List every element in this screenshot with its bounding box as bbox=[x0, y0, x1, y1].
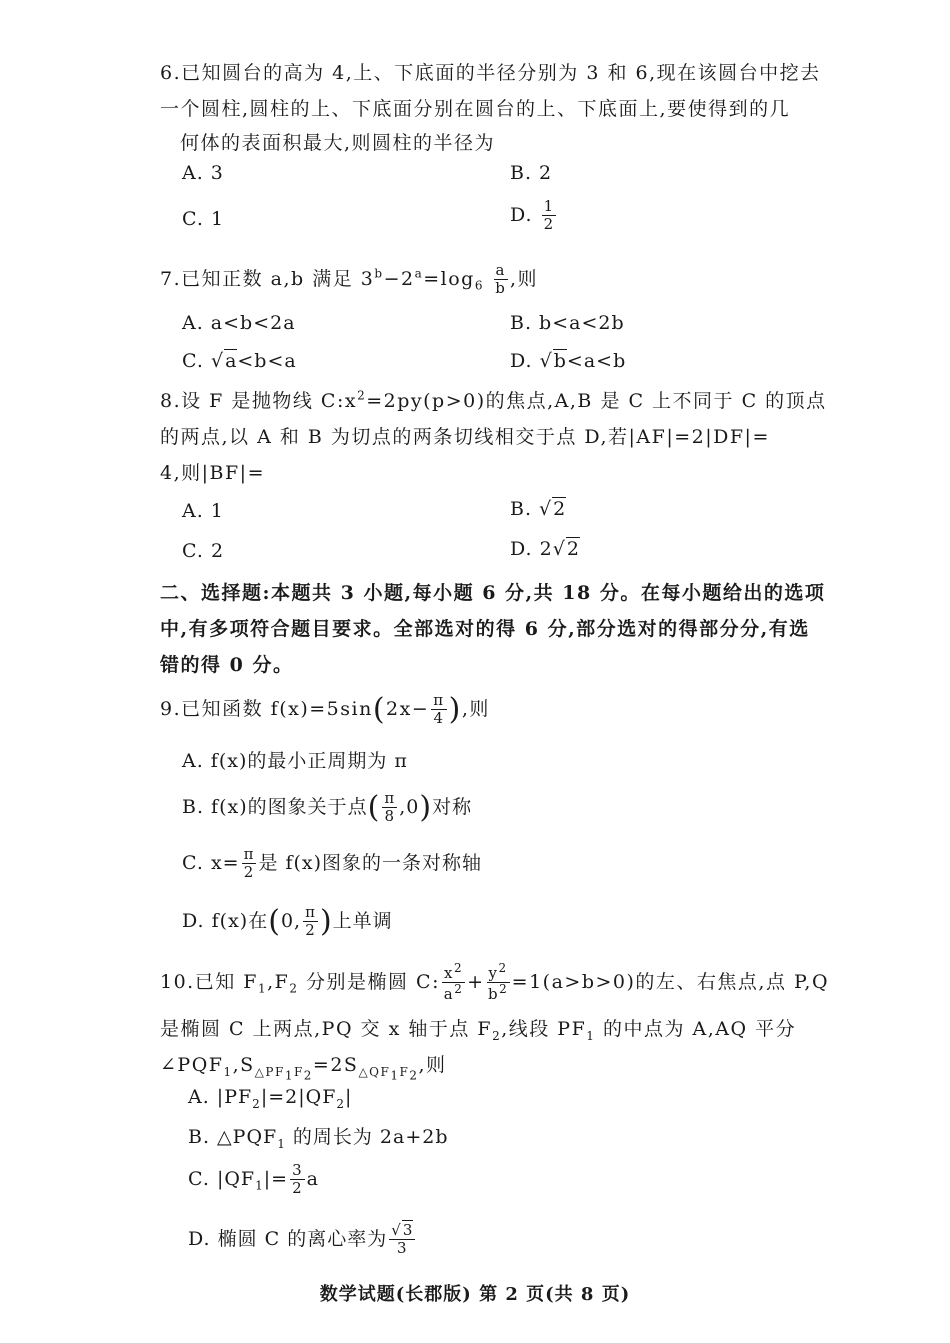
q8-option-d: D. 2√2 bbox=[510, 538, 580, 560]
q8-stem-line1 bbox=[160, 386, 827, 413]
q7-stem bbox=[160, 262, 538, 298]
q8-option-b: B. √2 bbox=[510, 498, 567, 520]
subscript: 1 bbox=[284, 1068, 294, 1083]
q6-option-c: C. 1 bbox=[182, 208, 225, 230]
option-text: |= bbox=[263, 1167, 289, 1190]
fraction-numerator: π bbox=[243, 845, 255, 863]
subscript: F bbox=[293, 1064, 304, 1079]
q7-option-d: D. √b<a<b bbox=[510, 350, 627, 372]
q6-option-d-label: D. bbox=[510, 203, 533, 226]
option-text: 是 f(x)图象的一条对称轴 bbox=[258, 851, 483, 874]
q9-b-fraction bbox=[382, 790, 397, 826]
q10-text: ∠PQF bbox=[160, 1054, 224, 1076]
q6-stem-line3: 何体的表面积最大,则圆柱的半径为 bbox=[180, 132, 496, 154]
q8-stem-line2: 的两点,以 A 和 B 为切点的两条切线相交于点 D,若|AF|=2|DF|= bbox=[160, 426, 770, 448]
q9-c-fraction bbox=[242, 846, 257, 882]
q10-text: 是椭圆 C 上两点,PQ 交 x 轴于点 F bbox=[160, 1018, 493, 1040]
q8-text: 8.设 F 是抛物线 C:x bbox=[160, 390, 358, 412]
q10-stem-line1 bbox=[160, 962, 829, 1004]
q9-option-c bbox=[182, 846, 482, 882]
fraction-numerator: π bbox=[433, 691, 445, 709]
q10-c-fraction bbox=[290, 1162, 305, 1198]
subscript: 1 bbox=[255, 1178, 264, 1193]
q7-fraction bbox=[494, 262, 508, 298]
option-text: ,0 bbox=[399, 795, 420, 818]
subscript: 2 bbox=[303, 1068, 313, 1083]
subscript: 1 bbox=[586, 1028, 596, 1043]
fraction-numerator: 3 bbox=[292, 1161, 303, 1179]
q6-option-a: A. 3 bbox=[182, 162, 224, 184]
option-text: D. 椭圆 C 的离心率为 bbox=[188, 1227, 388, 1250]
subscript: F bbox=[399, 1064, 410, 1079]
q10-text: =1(a>b>0)的左、右焦点,点 P,Q bbox=[511, 970, 830, 993]
q7-option-b: B. b<a<2b bbox=[510, 312, 625, 334]
option-text: A. |PF bbox=[188, 1086, 253, 1108]
option-text: C. |QF bbox=[188, 1167, 256, 1190]
q10-d-fraction: $\frac{√3}{3}$ bbox=[391, 1221, 414, 1258]
q10-text: 的中点为 A,AQ 平分 bbox=[595, 1018, 797, 1040]
q7-log-base: 6 bbox=[474, 278, 484, 293]
fraction-numerator: π bbox=[305, 903, 316, 921]
q7-then: ,则 bbox=[509, 267, 539, 290]
fraction-denominator: 2 bbox=[243, 863, 255, 882]
option-text: B. △PQF bbox=[188, 1126, 278, 1148]
fraction-numerator: 1 bbox=[543, 197, 555, 215]
subscript: 2 bbox=[409, 1068, 419, 1083]
q10-option-a bbox=[188, 1086, 352, 1111]
q8-stem-line3: 4,则|BF|= bbox=[160, 462, 265, 484]
q7-option-c: C. √a<b<a bbox=[182, 350, 297, 372]
option-text: a bbox=[306, 1167, 319, 1190]
sqrt-radicand: b bbox=[553, 350, 567, 372]
option-label: B. bbox=[510, 498, 540, 520]
q10-text: 分别是椭圆 C: bbox=[298, 970, 440, 993]
fraction-denominator: 4 bbox=[433, 709, 445, 728]
option-label: C. bbox=[182, 350, 211, 372]
q7-text: 7.已知正数 a,b 满足 3 bbox=[160, 267, 375, 290]
q9-stem: 9.已知函数 f(x)=5sin(2x− $\frac{\pi}{4}$ ),则 bbox=[160, 691, 490, 728]
fraction-numerator: y bbox=[488, 964, 499, 982]
subscript: 1 bbox=[390, 1068, 400, 1083]
q9-inner: 2x− bbox=[386, 697, 430, 720]
q10-x-fraction: $\frac{x^2}{a^2}$ bbox=[443, 961, 464, 1004]
section-2-header-line3: 错的得 0 分。 bbox=[160, 654, 294, 676]
q10-stem-line2 bbox=[160, 1014, 796, 1043]
fraction-denominator: 2 bbox=[305, 921, 316, 940]
option-text: <a<b bbox=[566, 350, 627, 372]
subscript: 1 bbox=[277, 1136, 286, 1151]
option-text: 对称 bbox=[432, 795, 473, 818]
subscript: 2 bbox=[289, 981, 299, 996]
q6-option-d-fraction bbox=[542, 198, 557, 234]
q7-minus: −2 bbox=[383, 267, 415, 290]
subscript: 2 bbox=[492, 1028, 502, 1043]
option-text: <b<a bbox=[237, 350, 297, 372]
q10-text: ,则 bbox=[418, 1054, 447, 1076]
option-text: | bbox=[345, 1086, 353, 1108]
q6-stem-line1: 6.已知圆台的高为 4,上、下底面的半径分别为 3 和 6,现在该圆台中挖去 bbox=[160, 62, 821, 84]
option-text: |=2|QF bbox=[260, 1086, 337, 1108]
fraction-denominator: b bbox=[495, 279, 507, 298]
subscript: 2 bbox=[336, 1096, 346, 1111]
q7-exp-b: b bbox=[374, 266, 384, 281]
fraction-denominator: 8 bbox=[384, 807, 396, 826]
q6-option-b: B. 2 bbox=[510, 162, 553, 184]
q10-option-b bbox=[188, 1122, 449, 1151]
fraction-numerator: a bbox=[495, 261, 506, 279]
q9-option-b: B. f(x)的图象关于点( $\frac{\pi}{8}$ ,0)对称 bbox=[182, 789, 473, 826]
q6-option-d bbox=[510, 198, 558, 234]
q10-text: =2S bbox=[312, 1054, 359, 1076]
sqrt-radicand: a bbox=[225, 350, 238, 372]
q10-y-fraction: $\frac{y^2}{b^2}$ bbox=[487, 961, 509, 1004]
q10-text: ,F bbox=[267, 970, 290, 993]
q9-text: 9.已知函数 f(x)=5sin bbox=[160, 697, 373, 720]
subscript: △PF bbox=[254, 1064, 285, 1079]
fraction-denominator: b bbox=[487, 985, 500, 1004]
option-text: 的周长为 2a+2b bbox=[285, 1126, 449, 1148]
option-text: D. f(x)在 bbox=[182, 909, 269, 932]
fraction-denominator: 3 bbox=[397, 1239, 408, 1258]
fraction-denominator: a bbox=[443, 985, 455, 1004]
fraction-numerator: x bbox=[444, 964, 454, 982]
fraction-denominator: 2 bbox=[292, 1179, 303, 1198]
sqrt-radicand: 2 bbox=[553, 498, 567, 520]
option-text: 上单调 bbox=[332, 909, 393, 932]
q10-text: 10.已知 F bbox=[160, 970, 258, 993]
q9-option-a: A. f(x)的最小正周期为 π bbox=[182, 750, 408, 772]
q10-option-d bbox=[188, 1222, 417, 1258]
option-text: B. f(x)的图象关于点 bbox=[182, 795, 368, 818]
subscript: 2 bbox=[252, 1096, 261, 1111]
q8-text-cont: =2py(p>0)的焦点,A,B 是 C 上不同于 C 的顶点 bbox=[366, 390, 827, 412]
q7-log: =log bbox=[423, 267, 475, 290]
option-label: D. bbox=[510, 350, 540, 372]
q9-fraction bbox=[431, 692, 446, 728]
fraction-numerator: π bbox=[384, 789, 396, 807]
option-text: 0, bbox=[280, 909, 302, 932]
q7-option-a: A. a<b<2a bbox=[182, 312, 296, 334]
q7-exp-a: a bbox=[414, 266, 424, 281]
q9-option-d: D. f(x)在(0, $\frac{\pi}{2}$ )上单调 bbox=[182, 903, 393, 940]
q8-square: 2 bbox=[357, 388, 367, 403]
q8-option-a: A. 1 bbox=[182, 500, 224, 522]
fraction-denominator: 2 bbox=[543, 215, 555, 234]
q6-stem-line2: 一个圆柱,圆柱的上、下底面分别在圆台的上、下底面上,要使得到的几 bbox=[160, 98, 791, 120]
q8-option-c: C. 2 bbox=[182, 540, 225, 562]
q9-then: ,则 bbox=[461, 697, 490, 720]
sqrt-radicand: 2 bbox=[566, 538, 580, 560]
page-footer: 数学试题(长郡版) 第 2 页(共 8 页) bbox=[319, 1284, 631, 1305]
q10-text: ,线段 PF bbox=[501, 1018, 587, 1040]
section-2-header-line2: 中,有多项符合题目要求。全部选对的得 6 分,部分选对的得部分分,有选 bbox=[160, 618, 810, 640]
q10-text: ,S bbox=[232, 1054, 255, 1076]
q10-option-c bbox=[188, 1162, 319, 1198]
section-2-header-line1: 二、选择题:本题共 3 小题,每小题 6 分,共 18 分。在每小题给出的选项 bbox=[160, 582, 826, 604]
sqrt-radicand: 3 bbox=[402, 1221, 414, 1239]
subscript: 1 bbox=[223, 1064, 233, 1079]
plus: + bbox=[467, 970, 485, 993]
option-label: D. 2 bbox=[510, 538, 553, 560]
subscript: △QF bbox=[358, 1064, 391, 1079]
q9-d-fraction bbox=[303, 904, 318, 940]
subscript: 1 bbox=[257, 981, 268, 996]
option-text: C. x= bbox=[182, 851, 240, 874]
q10-stem-line3 bbox=[160, 1050, 447, 1082]
